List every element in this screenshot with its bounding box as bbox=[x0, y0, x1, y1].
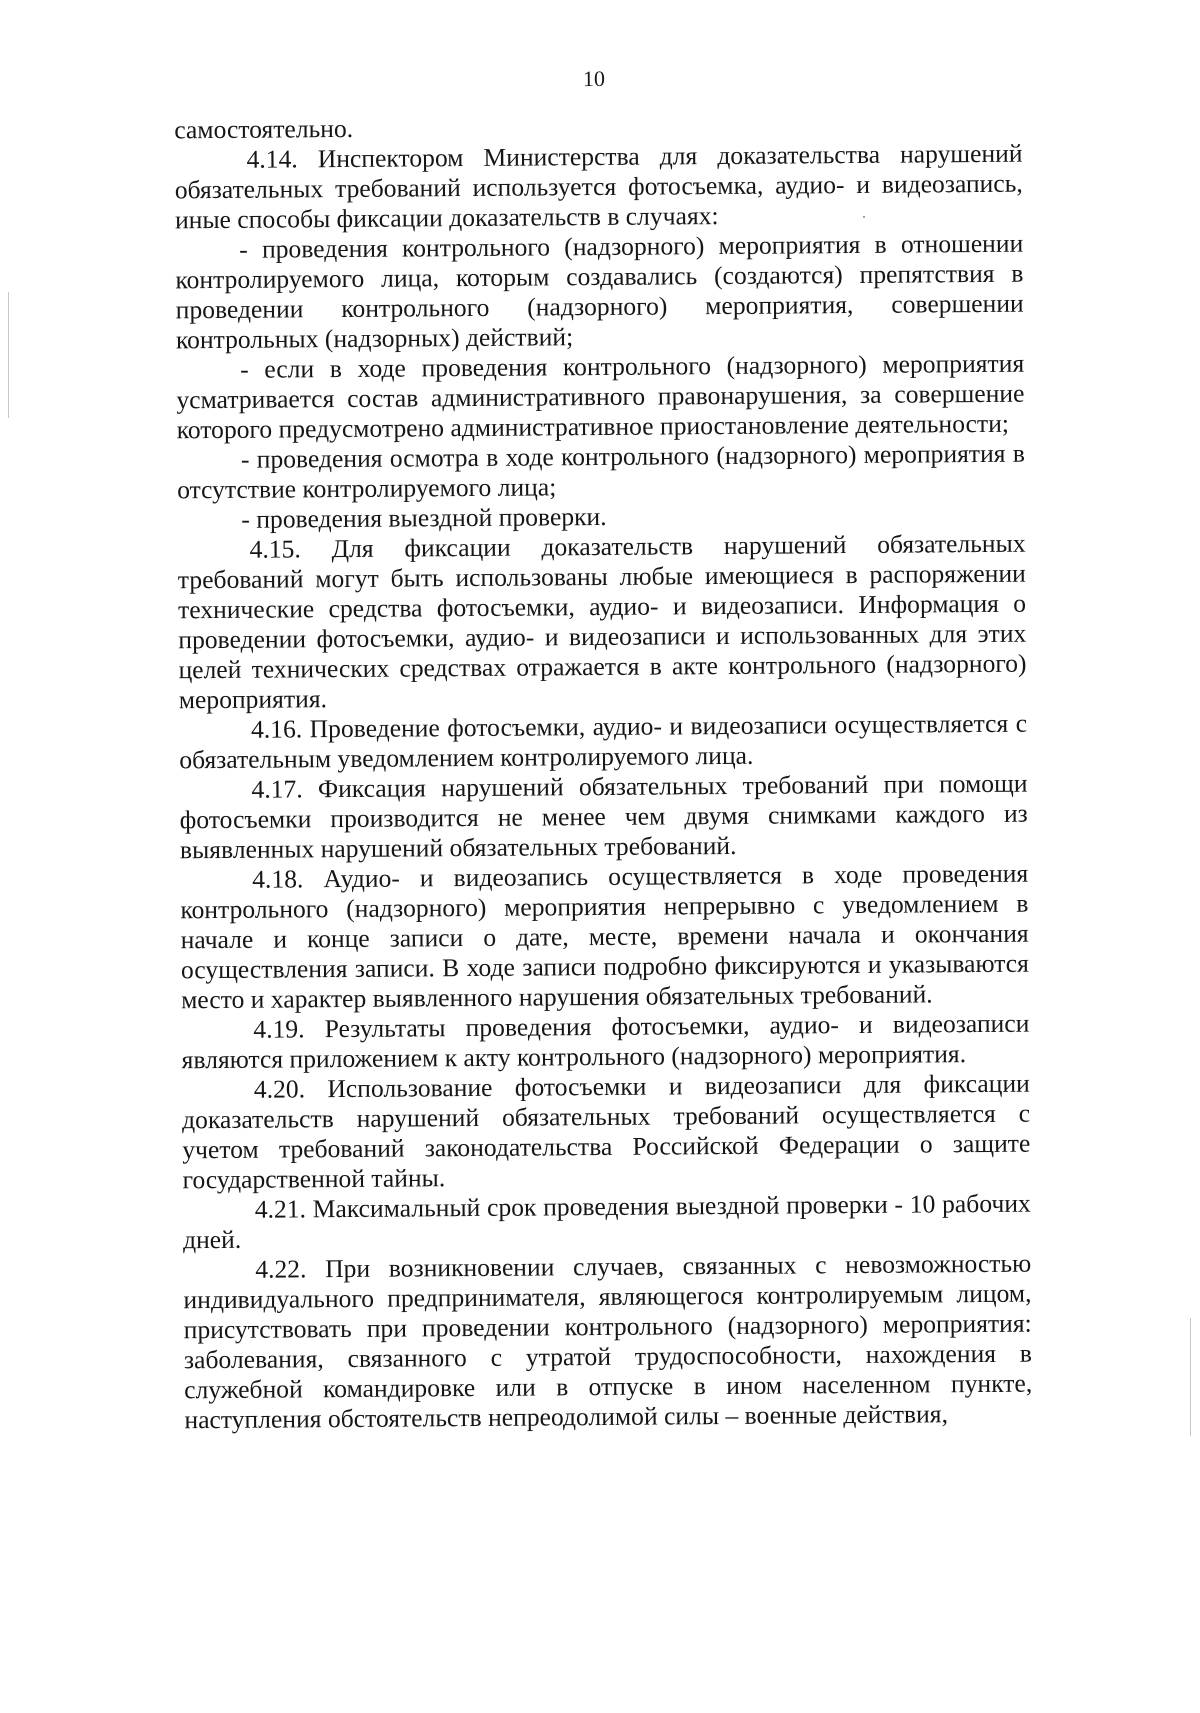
paragraph-4-19: 4.19. Результаты проведения фотосъемки, аудио- и видеозаписи являются приложением к акту контрольного (надзорного) мероприятия. bbox=[181, 1008, 1030, 1075]
list-item-obstruction: - проведения контрольного (надзорного) мероприятия в отношении контролируемого лица, которым создавались (создаются) препятствия в проведении контрольного (надзорного) мероприятия, совершении контрольных (надзорных) действий; bbox=[175, 228, 1024, 355]
page-number: 10 bbox=[582, 65, 606, 92]
document-body bbox=[174, 109, 1032, 1436]
paragraph-4-20: 4.20. Использование фотосъемки и видеозаписи для фиксации доказательств нарушений обязательных требований осуществляется с учетом требований законодательства Российской Федерации о защите государственной тайны. bbox=[181, 1068, 1031, 1195]
paragraph-4-18: 4.18. Аудио- и видеозапись осуществляется в ходе проведения контрольного (надзорного) мероприятия непрерывно с уведомлением в начале и конце записи о дате, месте, времени начала и окончания осуществления записи. В ходе записи подробно фиксируются и указываются место и характер выявленного нарушения обязательных требований. bbox=[180, 858, 1029, 1015]
scan-speck bbox=[863, 216, 865, 218]
paragraph-4-15: 4.15. Для фиксации доказательств нарушений обязательных требований могут быть использованы любые имеющиеся в распоряжении технические средства фотосъемки, аудио- и видеозаписи. Информация о проведении фотосъемки, аудио- и видеозаписи и использованных для этих целей технических средствах отражается в акте контрольного (надзорного) мероприятия. bbox=[177, 528, 1027, 715]
paragraph-4-21: 4.21. Максимальный срок проведения выездной проверки - 10 рабочих дней. bbox=[182, 1188, 1031, 1255]
list-item-inspection-absence: - проведения осмотра в ходе контрольного (надзорного) мероприятия в отсутствие контролируемого лица; bbox=[177, 438, 1025, 505]
paragraph-continuation: самостоятельно. bbox=[174, 113, 354, 145]
paragraph-4-17: 4.17. Фиксация нарушений обязательных требований при помощи фотосъемки производится не менее чем двумя снимками каждого из выявленных нарушений обязательных требований. bbox=[179, 768, 1028, 865]
scan-edge-mark-left bbox=[8, 292, 9, 418]
paragraph-4-22: 4.22. При возникновении случаев, связанных с невозможностью индивидуального предпринимателя, являющегося контролируемым лицом, присутствовать при проведении контрольного (надзорного) мероприятия: заболевания, связанного с утратой трудоспособности, нахождения в служебной командировке или в отпуске в ином населенном пункте, наступления обстоятельств непреодолимой силы – военные действия, bbox=[183, 1248, 1033, 1435]
list-item-onsite-check: - проведения выездной проверки. bbox=[241, 501, 607, 534]
paragraph-4-14: 4.14. Инспектором Министерства для доказательства нарушений обязательных требований используется фотосъемка, аудио- и видеозапись, иные способы фиксации доказательств в случаях: bbox=[174, 138, 1023, 235]
list-item-administrative-offense: - если в ходе проведения контрольного (надзорного) мероприятия усматривается состав административного правонарушения, за совершение которого предусмотрено административное приостановление деятельности; bbox=[176, 348, 1025, 445]
paragraph-4-16: 4.16. Проведение фотосъемки, аудио- и видеозаписи осуществляется с обязательным уведомлением контролируемого лица. bbox=[179, 708, 1028, 775]
scan-edge-mark-right bbox=[1190, 1318, 1191, 1436]
